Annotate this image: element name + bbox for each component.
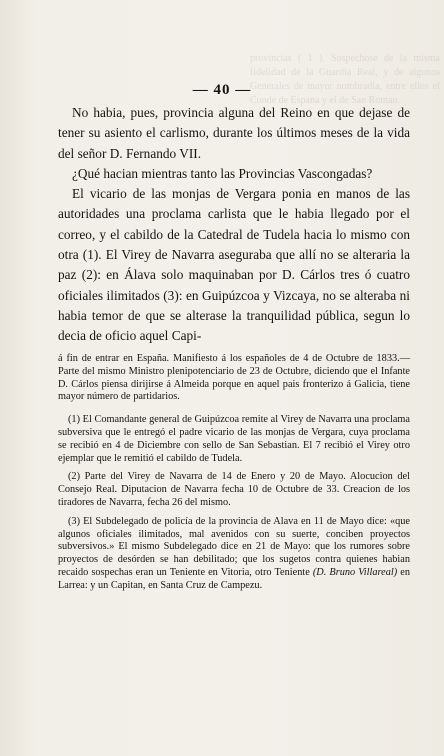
footnote-3	[58, 516, 410, 593]
main-text	[58, 103, 410, 347]
paragraph-2: ¿Qué hacian mientras tanto las Provincias Vascongadas?	[72, 165, 373, 181]
footnote-3-end: en Larrea: y un Capitan, en Santa Cruz de Campezu.	[58, 566, 410, 591]
footnote-2: (2) Parte del Virey de Navarra de 14 de Enero y 20 de Mayo. Alocucion del Consejo Real. Diputacion de Navarra fecha 10 de Octubre de 33. Creacion de los tiradores de Navarra, fecha 26 del mismo.	[58, 471, 410, 508]
footnote-3-italic: (D. Bruno Villareal)	[312, 566, 398, 578]
footnote-3-text: (3) El Subdelegado de policía de la provincia de Alava en 11 de Mayo dice: «que algunos oficiales ilimitados, mal avenidos con su suerte, conciben proyectos subversivos.» El mismo Subdelegado dice en 21 de Mayo: que los rumores sobre proyectos de desórden se han debilitado; que los sugetos contra quienes habian recaido sospechas eran un Teniente en Vitoria, otro Teniente	[58, 515, 410, 578]
bleed-through-text: provincias ( 1 ). Sospechose de la misma fidelidad de la Guardia Real, y de algunos Generales de mayor nombradia, entre ellos el Conde de Espana y el de San Roman.	[250, 53, 440, 106]
footnote-continuation: á fin de entrar en España. Manifiesto á los españoles de 4 de Octubre de 1833.—Parte del mismo Ministro plenipotenciario de 23 de Octubre, diciendo que el Infante D. Cárlos piensa dirijirse á Almeida porque en aquel pais fronterizo á Galicia, tiene mayor número de partidarios.	[58, 353, 410, 403]
footnotes	[58, 353, 410, 599]
footnote-1: (1) El Comandante general de Guipúzcoa remite al Virey de Navarra una proclama subversiva que le entregó el padre vicario de las monjas de Vergara, cuya proclama se recibió en 4 de Diciembre con sello de San Sebastian. El 7 recibió el Virey otro ejemplar que le remitió el cabildo de Tudela.	[58, 414, 410, 464]
page-number: — 40 —	[192, 82, 252, 98]
paragraph-1: No habia, pues, provincia alguna del Reino en que dejase de tener su asiento el carlismo, durante los últimos meses de la vida del señor D. Fernando VII.	[58, 105, 410, 161]
paragraph-3: El vicario de las monjas de Vergara ponia en manos de las autoridades una proclama carlista que le habia llegado por el correo, y el cabildo de la Catedral de Tudela hacia lo mismo con otra (1). El Virey de Navarra aseguraba que allí no se alteraria la paz (2): en Álava solo maquinaban por D. Cárlos tres ó cuatro oficiales ilimitados (3): en Guipúzcoa y Vizcaya, no se alteraba ni habia temor de que se alterase la tranquilidad pública, segun lo decia de oficio aquel Capi-	[58, 186, 410, 344]
